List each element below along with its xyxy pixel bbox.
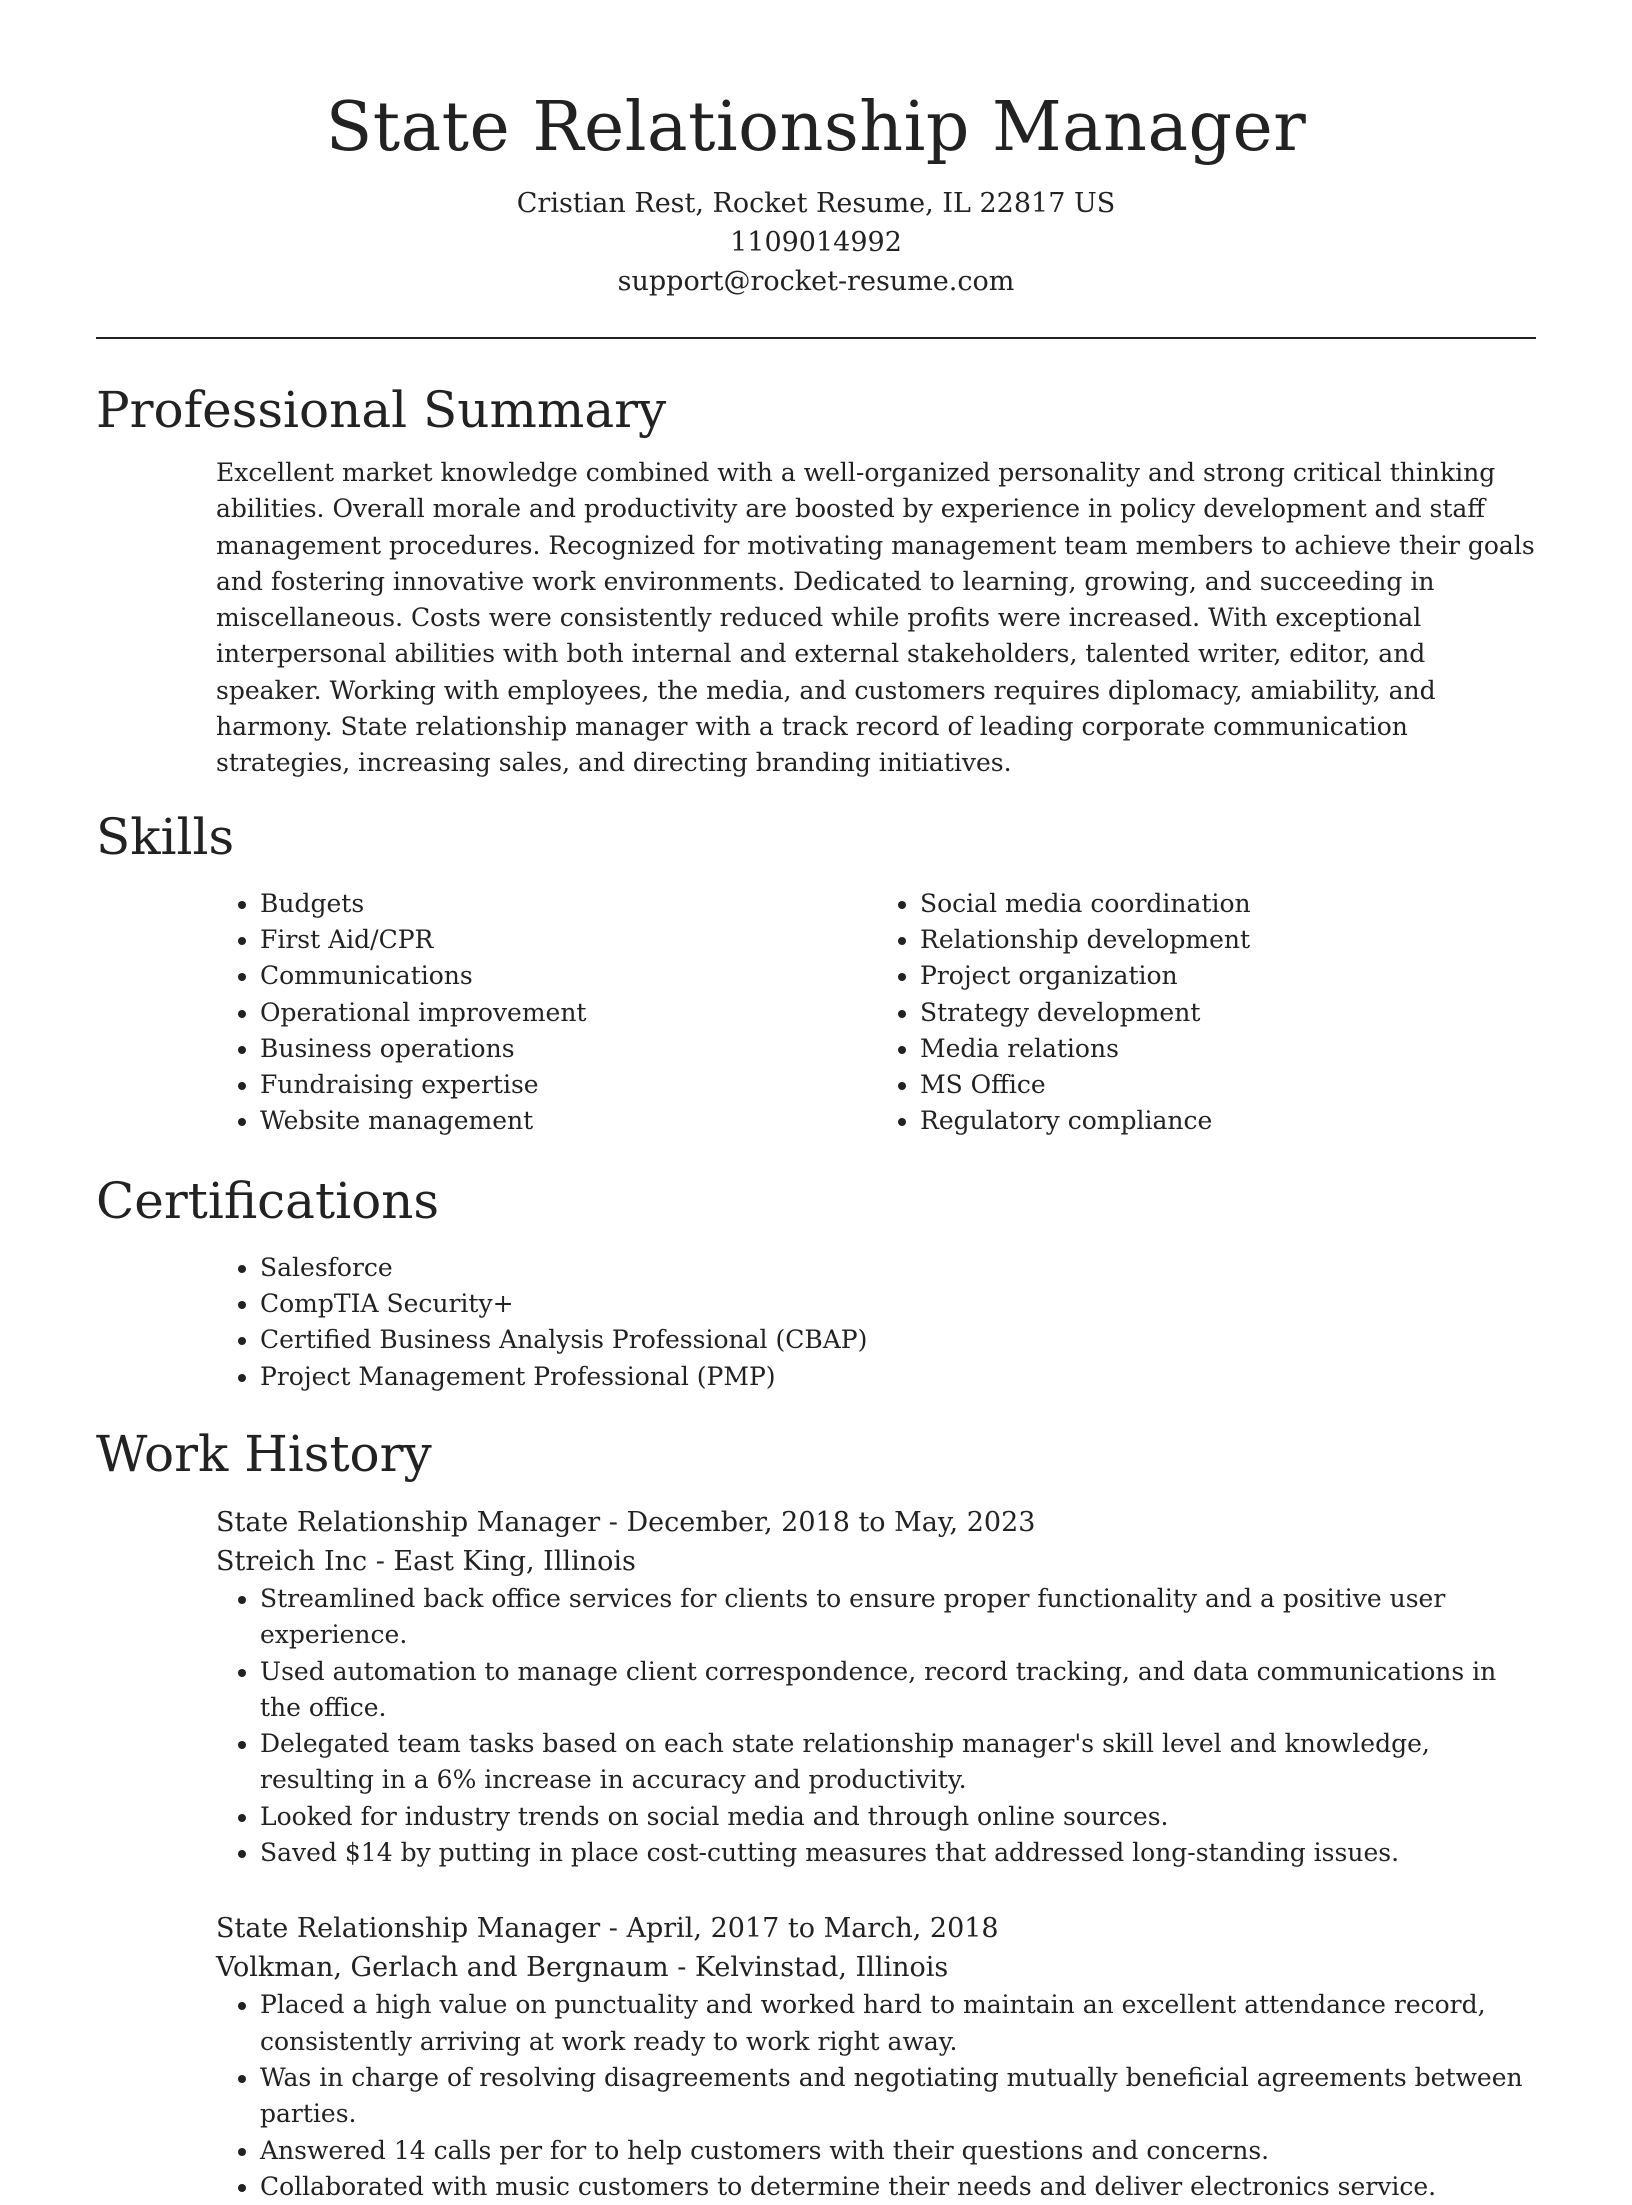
certifications-heading: Certifications xyxy=(96,1171,440,1230)
resume-title: State Relationship Manager xyxy=(325,88,1307,167)
job-company-line xyxy=(216,1948,1536,1987)
job-company: Streich Inc xyxy=(216,1545,368,1577)
job-role-line xyxy=(216,1503,1536,1542)
resume-page xyxy=(96,0,1536,2205)
skill-item: • Budgets xyxy=(260,886,876,922)
job-bullet: • Looked for industry trends on social media and through online sources. xyxy=(260,1799,1536,1835)
skill-item: • Operational improvement xyxy=(260,995,876,1031)
skill-item: • Communications xyxy=(260,958,876,994)
certification-item: • Project Management Professional (PMP) xyxy=(260,1359,1536,1395)
job-bullet: • Was in charge of resolving disagreements and negotiating mutually beneficial agreements between parties. xyxy=(260,2060,1536,2133)
job-bullet: • Answered 14 calls per for to help customers with their questions and concerns. xyxy=(260,2133,1536,2169)
contact-email: support@rocket-resume.com xyxy=(617,266,1015,297)
certifications-list xyxy=(216,1250,1536,1395)
work-history-heading: Work History xyxy=(96,1424,432,1483)
job-company: Volkman, Gerlach and Bergnaum xyxy=(216,1952,669,1984)
job-bullet: • Streamlined back office services for clients to ensure proper functionality and a positive user experience. xyxy=(260,1581,1536,1654)
job-bullets xyxy=(216,1987,1536,2205)
job-bullet: • Placed a high value on punctuality and worked hard to maintain an excellent attendance record, consistently arriving at work ready to work right away. xyxy=(260,1987,1536,2060)
job-bullet: • Collaborated with music customers to determine their needs and deliver electronics service. xyxy=(260,2169,1536,2205)
skill-item: • Project organization xyxy=(920,958,1536,994)
skill-item: • Strategy development xyxy=(920,995,1536,1031)
certifications-bullets xyxy=(216,1250,1536,1395)
job-bullets xyxy=(216,1581,1536,1871)
contact-address: Cristian Rest, Rocket Resume, IL 22817 US xyxy=(516,188,1116,219)
skill-item: • Media relations xyxy=(920,1031,1536,1067)
job-entry xyxy=(216,1503,1536,1871)
job-dates: - December, 2018 to May, 2023 xyxy=(600,1506,1036,1538)
job-bullet: • Delegated team tasks based on each state relationship manager's skill level and knowledge, resulting in a 6% increase in accuracy and productivity. xyxy=(260,1726,1536,1799)
skill-item: • Website management xyxy=(260,1103,876,1139)
job-bullet: • Saved $14 by putting in place cost-cutting measures that addressed long-standing issues. xyxy=(260,1835,1536,1871)
certification-item: • CompTIA Security+ xyxy=(260,1286,1536,1322)
job-role: State Relationship Manager xyxy=(216,1913,601,1945)
skill-item: • First Aid/CPR xyxy=(260,922,876,958)
job-company-line xyxy=(216,1542,1536,1581)
summary-heading: Professional Summary xyxy=(96,381,667,439)
skill-item: • Business operations xyxy=(260,1031,876,1067)
skill-item: • MS Office xyxy=(920,1067,1536,1103)
skill-item: • Social media coordination xyxy=(920,886,1536,922)
job-role-line xyxy=(216,1909,1536,1948)
job-location: - Kelvinstad, Illinois xyxy=(668,1952,949,1984)
skill-item: • Fundraising expertise xyxy=(260,1067,876,1103)
skill-item: • Regulatory compliance xyxy=(920,1103,1536,1139)
resume-header xyxy=(96,0,1536,301)
contact-phone: 1109014992 xyxy=(730,227,902,258)
job-bullet: • Used automation to manage client correspondence, record tracking, and data communications in the office. xyxy=(260,1654,1536,1727)
job-role: State Relationship Manager xyxy=(216,1506,601,1538)
skills-column-left xyxy=(216,886,876,1140)
summary-text: Excellent market knowledge combined with a well-organized personality and strong critical thinking abilities. Overall morale and productivity are boosted by experience in policy development and staff management procedures. Recognized for motivating management team members to achieve their goals and fostering innovative work environments. Dedicated to learning, growing, and succeeding in miscellaneous. Costs were consistently reduced while profits were increased. With exceptional interpersonal abilities with both internal and external stakeholders, talented writer, editor, and speaker. Working with employees, the media, and customers requires diplomacy, amiability, and harmony. State relationship manager with a track record of leading corporate communication strategies, increasing sales, and directing branding initiatives. xyxy=(216,458,1535,778)
certification-item: • Certified Business Analysis Professional (CBAP) xyxy=(260,1322,1536,1358)
skills-list xyxy=(216,886,1536,1140)
header-divider xyxy=(96,337,1536,339)
job-location: - East King, Illinois xyxy=(367,1545,636,1577)
skills-heading: Skills xyxy=(96,807,235,866)
certification-item: • Salesforce xyxy=(260,1250,1536,1286)
job-dates: - April, 2017 to March, 2018 xyxy=(600,1913,999,1945)
job-entry xyxy=(216,1909,1536,2205)
contact-info xyxy=(96,184,1536,301)
skill-item: • Relationship development xyxy=(920,922,1536,958)
skills-column-right xyxy=(876,886,1536,1140)
